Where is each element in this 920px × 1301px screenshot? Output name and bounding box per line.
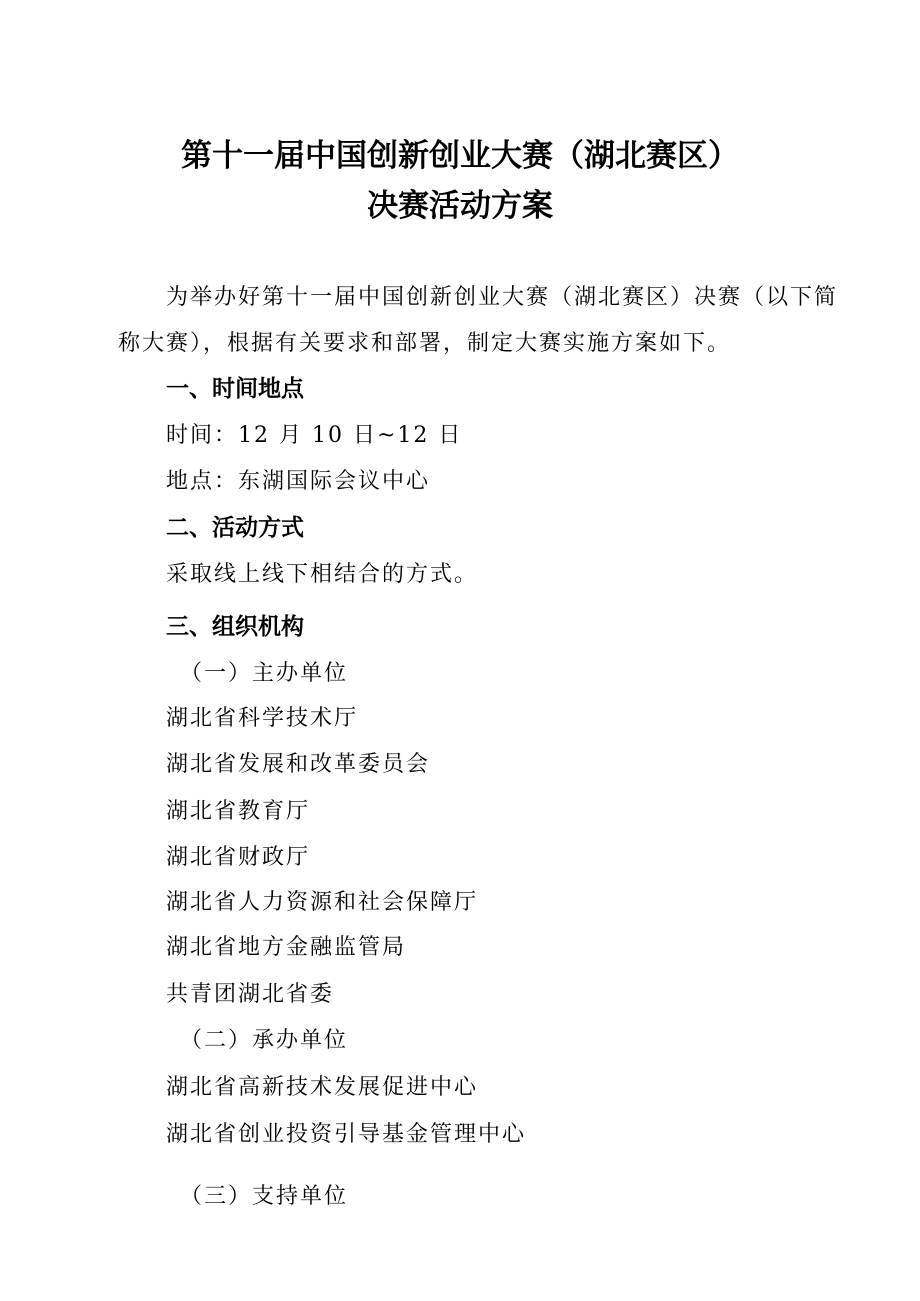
- list-item: 湖北省财政厅: [166, 845, 311, 870]
- subheading-organizers: （二）承办单位: [180, 1028, 349, 1053]
- section-heading-time-place: 一、时间地点: [166, 376, 304, 402]
- section-heading-organization: 三、组织机构: [166, 614, 304, 640]
- list-item: 湖北省地方金融监管局: [166, 935, 407, 960]
- list-item: 共青团湖北省委: [166, 982, 335, 1007]
- place-line: 地点：东湖国际会议中心: [166, 469, 431, 494]
- list-item: 湖北省教育厅: [166, 799, 311, 824]
- list-item: 湖北省人力资源和社会保障厅: [166, 890, 479, 915]
- subheading-supporters: （三）支持单位: [180, 1184, 349, 1209]
- intro-paragraph-line1: 为举办好第十一届中国创新创业大赛（湖北赛区）决赛（以下简: [166, 285, 839, 310]
- list-item: 湖北省科学技术厅: [166, 706, 359, 731]
- time-line: 时间：12 月 10 日~12 日: [166, 423, 463, 448]
- subheading-hosts: （一）主办单位: [180, 661, 349, 686]
- document-title-line1: 第十一届中国创新创业大赛（湖北赛区）: [181, 138, 739, 174]
- list-item: 湖北省高新技术发展促进中心: [166, 1075, 479, 1100]
- list-item: 湖北省创业投资引导基金管理中心: [166, 1122, 527, 1147]
- section-heading-activity-mode: 二、活动方式: [166, 515, 304, 541]
- document-title-line2: 决赛活动方案: [367, 188, 553, 224]
- list-item: 湖北省发展和改革委员会: [166, 752, 431, 777]
- activity-mode-text: 采取线上线下相结合的方式。: [166, 562, 479, 587]
- intro-paragraph-line2: 称大赛），根据有关要求和部署，制定大赛实施方案如下。: [118, 331, 732, 356]
